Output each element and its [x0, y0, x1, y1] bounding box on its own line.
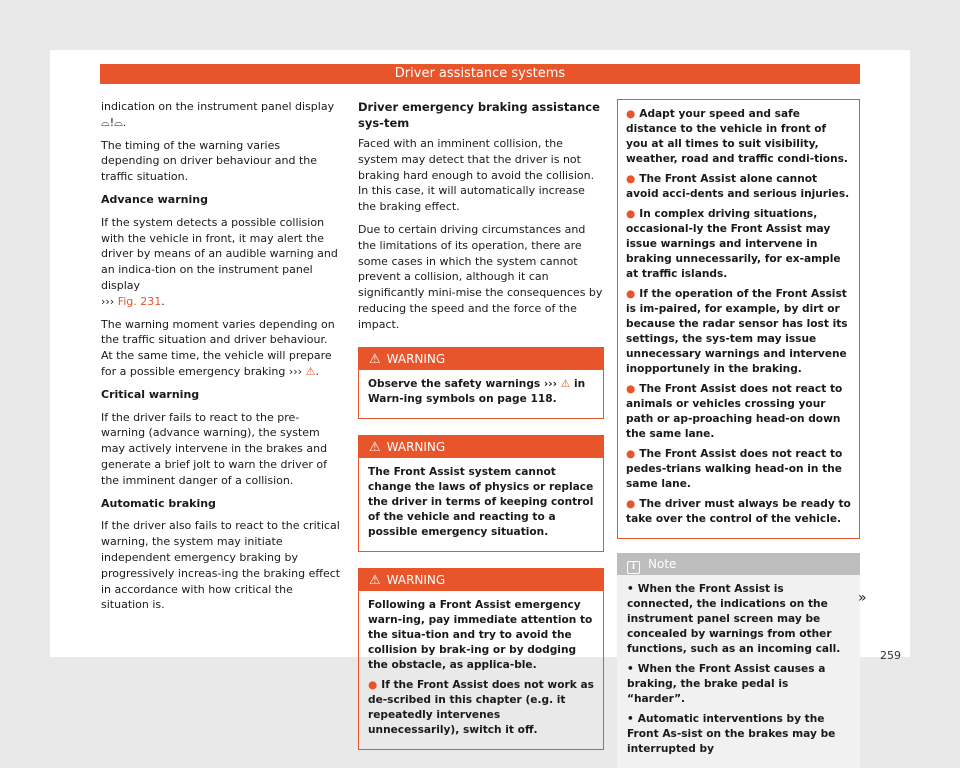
continued-mark: » [858, 590, 867, 606]
list-item: ● Adapt your speed and safe distance to the vehicle in front of you at all times to suit visibility, weather, road and traffic condi-tions. [626, 108, 848, 165]
bullet-icon: ● [626, 448, 636, 460]
warning-label: WARNING [386, 351, 446, 366]
page-number: 259 [880, 649, 901, 662]
list-item: ● If the Front Assist does not work as de-scribed in this chapter (e.g. it repeatedly intervenes unnecessarily), switch it off. [368, 678, 594, 736]
list-item: • When the Front Assist causes a braking, the brake pedal is “harder”. [627, 663, 826, 705]
warning-label: WARNING [386, 439, 446, 454]
warning-triangle-icon[interactable]: ⚠ [560, 377, 571, 390]
warning-box: ⚠ WARNING The Front Assist system cannot change the laws of physics or replace the driver in terms of keeping control of the vehicle and reacting to a possible emergency situation. [358, 435, 604, 552]
warning-label: WARNING [386, 572, 446, 587]
bullet-icon: ● [626, 383, 636, 395]
warning-triangle-icon[interactable]: ⚠ [305, 364, 316, 378]
paragraph: Due to certain driving circumstances and the limitations of its operation, there are some cases in which the system cannot prevent a collision, although it can significantly mini-mise the consequences by reducing the speed and the force of the impact. [358, 222, 603, 331]
note-label: Note [648, 557, 677, 571]
warning-triangle-icon: ⚠ [369, 439, 381, 455]
column-2 [358, 99, 604, 766]
list-item: ● If the operation of the Front Assist is im-paired, for example, by dirt or because the radar sensor has lost its settings, the sys-tem may issue unnecessary warnings and intervene inopportunely in the braking. [626, 288, 848, 375]
column-3 [617, 99, 860, 768]
list-item: ● The Front Assist does not react to pedes-trians walking head-on in the same lane. [626, 448, 843, 490]
bullet-icon: ● [626, 288, 636, 300]
list-item: • Automatic interventions by the Front As-sist on the brakes may be interrupted by [627, 713, 836, 755]
list-item: ● The Front Assist does not react to animals or vehicles crossing your path or ap-proaching head-on down the same lane. [626, 383, 843, 440]
page [50, 50, 910, 755]
bullet-icon: ● [626, 208, 636, 220]
bullet-icon: • [627, 663, 634, 675]
bullet-icon: • [627, 713, 634, 725]
note-box [617, 553, 860, 768]
list-item: ● The Front Assist alone cannot avoid acci-dents and serious injuries. [626, 173, 850, 200]
list-item: ● The driver must always be ready to take over the control of the vehicle. [626, 498, 851, 525]
info-icon: i [627, 561, 640, 574]
bullet-icon: • [627, 583, 634, 595]
subheading-automatic-braking: Automatic braking [101, 496, 216, 510]
warning-box: ⚠ WARNING Following a Front Assist emergency warn-ing, pay immediate attention to the situa-tion and try to avoid the collision by brak-ing or by dodging the obstacle, as applica-ble. ● If the Front Assist does not work as de-scribed in this chapter (e.g. it repeatedly intervenes unnecessarily), switch it off. [358, 568, 604, 750]
figure-link[interactable]: Fig. 231 [117, 294, 162, 308]
paragraph: If the driver fails to react to the pre-warning (advance warning), the system may actively intervene in the brakes and generate a brief jolt to warn the driver of the imminent danger of a collision. [101, 410, 328, 487]
warning-box: ⚠ WARNING Observe the safety warnings ››› ⚠ in Warn-ing symbols on page 118. [358, 347, 604, 419]
section-header: Driver assistance systems [100, 64, 860, 84]
bullet-icon: ● [626, 108, 636, 120]
subheading-advance-warning: Advance warning [101, 192, 208, 206]
bullet-icon: ● [626, 173, 636, 185]
bullet-icon: ● [368, 678, 378, 691]
section-title: Driver emergency braking assistance sys-tem [358, 100, 600, 130]
paragraph: If the driver also fails to react to the critical warning, the system may initiate independent emergency braking by progressively increas-ing the braking effect in accordance with how critical the situation is. [101, 519, 341, 612]
paragraph: Faced with an imminent collision, the system may detect that the driver is not braking hard enough to avoid the collision. In this case, it will automatically increase the braking effect. [358, 137, 595, 214]
warning-triangle-icon: ⚠ [369, 351, 381, 367]
collision-warning-icon: ⌓!⌓. [101, 115, 127, 129]
subheading-critical-warning: Critical warning [101, 387, 200, 401]
list-item: • When the Front Assist is connected, the indications on the instrument panel screen may be concealed by warnings from other functions, such as an incoming call. [627, 583, 841, 655]
paragraph: The warning moment varies depending on the traffic situation and driver behaviour. At the same time, the vehicle will prepare for a possible emergency braking ››› ⚠. [101, 317, 335, 378]
paragraph: The timing of the warning varies depending on driver behaviour and the traffic situation. [101, 138, 318, 184]
column-1 [101, 99, 342, 620]
paragraph: indication on the instrument panel display ⌓!⌓. [101, 100, 335, 129]
bullet-icon: ● [626, 498, 636, 510]
paragraph: If the system detects a possible collision with the vehicle in front, it may alert the driver by means of an audible warning and an indica-tion on the instrument panel display ››› Fig. 231. [101, 215, 338, 308]
warning-triangle-icon: ⚠ [369, 572, 381, 588]
warning-continuation-box [617, 99, 860, 539]
list-item: ● In complex driving situations, occasional-ly the Front Assist may issue warnings and intervene in braking unnecessarily, for ex-ample at traffic islands. [626, 208, 841, 280]
